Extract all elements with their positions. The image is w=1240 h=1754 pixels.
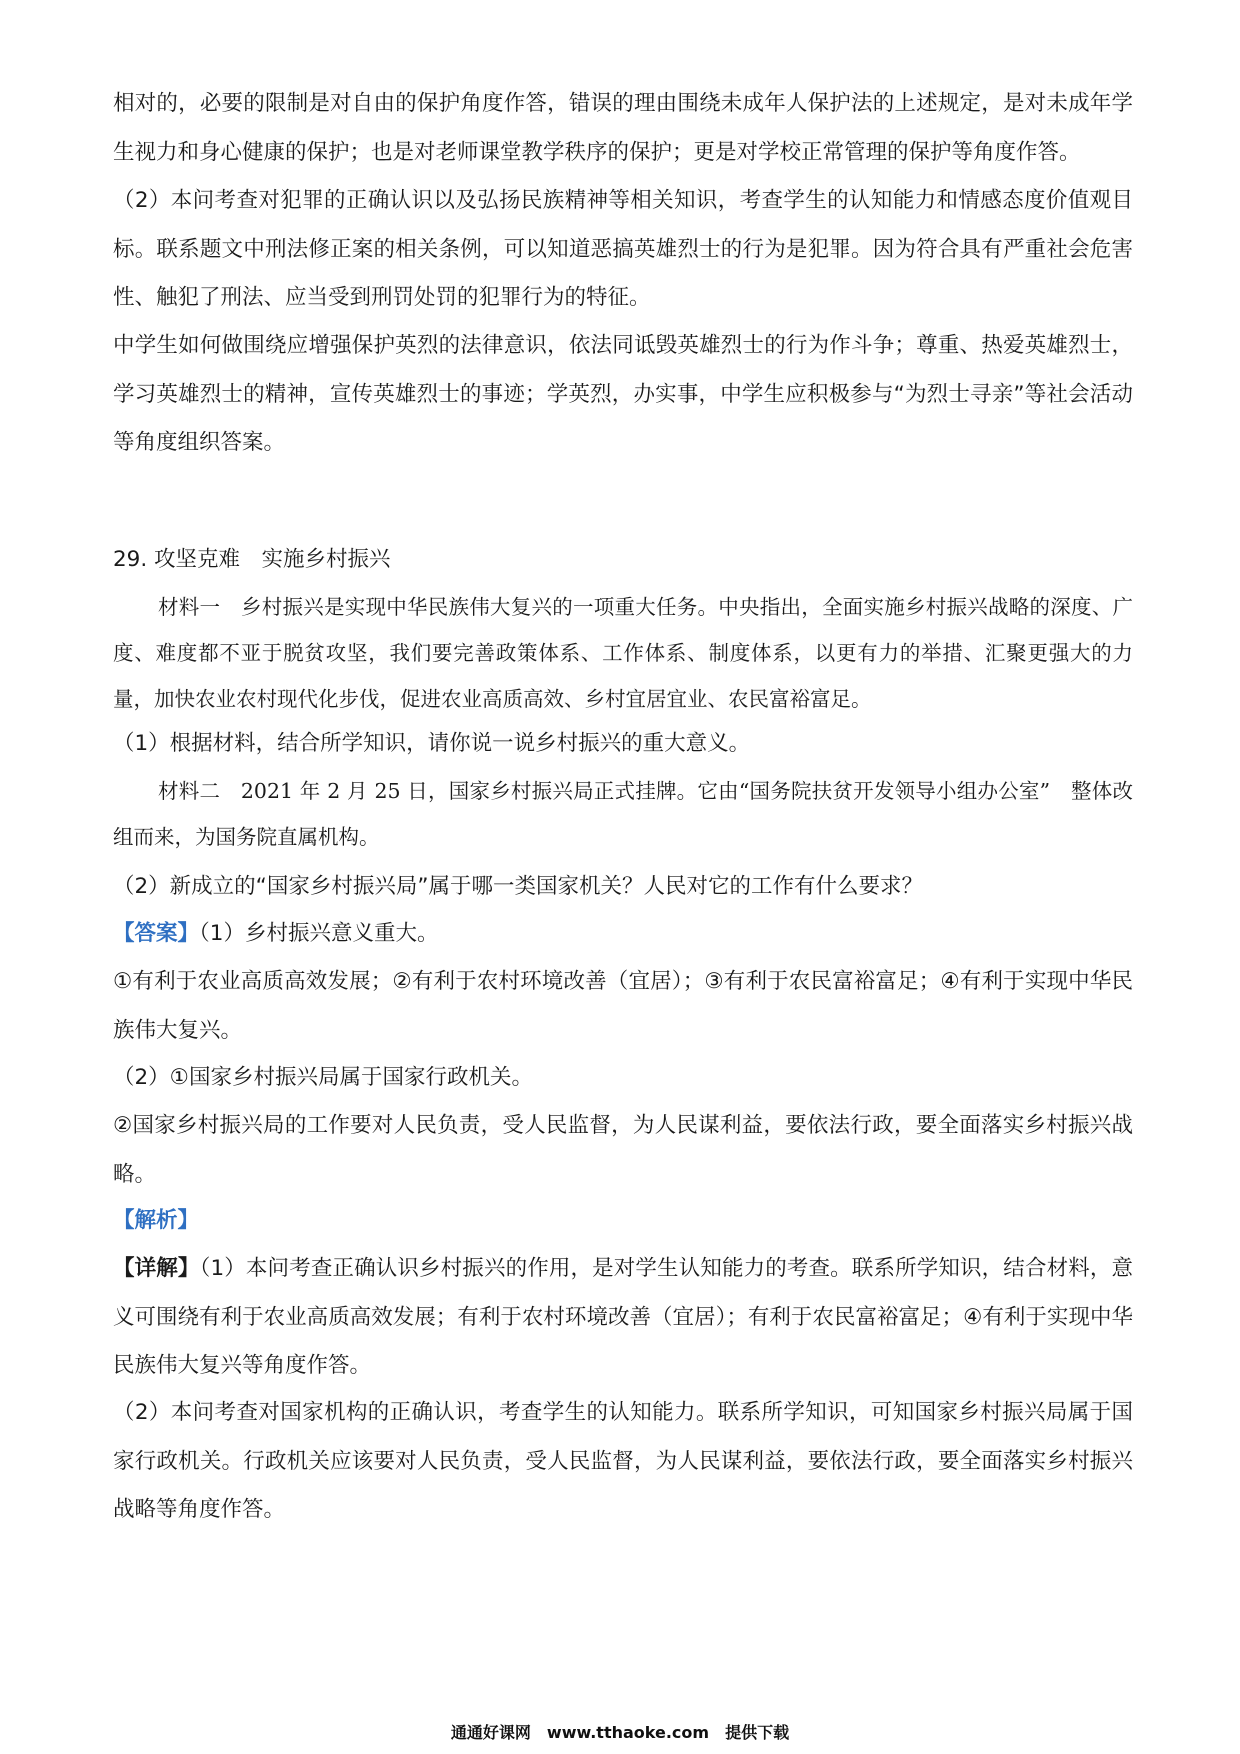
continuation-paragraph-1: 相对的，必要的限制是对自由的保护角度作答，错误的理由围绕未成年人保护法的上述规定，是对未成年学生视力和身心健康的保护；也是对老师课堂教学秩序的保护；更是对学校正常管理的保护等角度作答。 xyxy=(113,91,1133,165)
answer-1-head-text: （1）乡村振兴意义重大。 xyxy=(199,921,439,946)
question-1: （1）根据材料，结合所学知识，请你说一说乡村振兴的重大意义。 xyxy=(113,731,751,756)
detail-1 xyxy=(113,1245,1133,1391)
detail-1-text: （1）本问考查正确认识乡村振兴的作用，是对学生认知能力的考查。联系所学知识，结合材料，意义可围绕有利于农业高质高效发展；有利于农村环境改善（宜居）；有利于农民富裕富足；④有利于实现中华民族伟大复兴等角度作答。 xyxy=(113,1256,1133,1378)
detail-2: （2）本问考查对国家机构的正确认识，考查学生的认知能力。联系所学知识，可知国家乡村振兴局属于国家行政机关。行政机关应该要对人民负责，受人民监督，为人民谋利益，要依法行政，要全面落实乡村振兴战略等角度作答。 xyxy=(113,1400,1133,1522)
continuation-paragraph-2: （2）本问考查对犯罪的正确认识以及弘扬民族精神等相关知识，考查学生的认知能力和情感态度价值观目标。联系题文中刑法修正案的相关条例，可以知道恶搞英雄烈士的行为是犯罪。因为符合具有严重社会危害性、触犯了刑法、应当受到刑罚处罚的犯罪行为的特征。 xyxy=(113,188,1133,310)
answer-1-head xyxy=(113,910,1133,959)
analysis-heading xyxy=(113,1197,1133,1246)
analysis-tag: 【解析】 xyxy=(113,1208,200,1233)
continuation-paragraph-3: 中学生如何做围绕应增强保护英烈的法律意识，依法同诋毁英雄烈士的行为作斗争；尊重、热爱英雄烈士，学习英雄烈士的精神，宣传英雄烈士的事迹；学英烈，办实事，中学生应积极参与“为烈士寻亲”等社会活动等角度组织答案。 xyxy=(113,333,1133,455)
answer-2-b: ②国家乡村振兴局的工作要对人民负责，受人民监督，为人民谋利益，要依法行政，要全面落实乡村振兴战略。 xyxy=(113,1113,1133,1187)
answer-2-a: （2）①国家乡村振兴局属于国家行政机关。 xyxy=(113,1065,533,1090)
answer-tag: 【答案】 xyxy=(113,921,200,946)
detail-tag: 【详解】 xyxy=(113,1256,200,1281)
answer-1-body: ①有利于农业高质高效发展；②有利于农村环境改善（宜居）；③有利于农民富裕富足；④有利于实现中华民族伟大复兴。 xyxy=(113,969,1133,1043)
material-2: 材料二 2021 年 2 月 25 日，国家乡村振兴局正式挂牌。它由“国务院扶贫开发领导小组办公室” 整体改组而来，为国务院直属机构。 xyxy=(113,779,1133,849)
question-29-heading: 29. 攻坚克难 实施乡村振兴 xyxy=(113,547,391,572)
material-1: 材料一 乡村振兴是实现中华民族伟大复兴的一项重大任务。中央指出，全面实施乡村振兴战略的深度、广度、难度都不亚于脱贫攻坚，我们要完善政策体系、工作体系、制度体系，以更有力的举措、汇聚更强大的力量，加快农业农村现代化步伐，促进农业高质高效、乡村宜居宜业、农民富裕富足。 xyxy=(113,595,1133,711)
page-footer: 通通好课网 www.tthaoke.com 提供下载 xyxy=(450,1723,790,1742)
question-2: （2）新成立的“国家乡村振兴局”属于哪一类国家机关？人民对它的工作有什么要求？ xyxy=(113,874,923,899)
